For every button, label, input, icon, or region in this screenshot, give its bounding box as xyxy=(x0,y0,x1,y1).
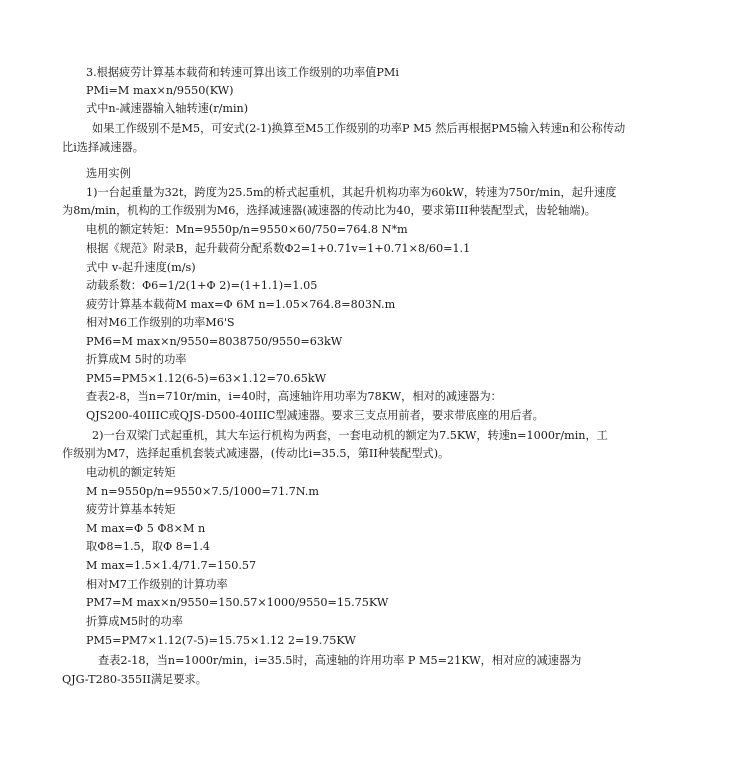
text-line: 选用实例 xyxy=(86,167,131,180)
text-line: PM5=PM7×1.12(7-5)=15.75×1.12 2=19.75KW xyxy=(86,634,356,647)
text-line: 为8m/min，机构的工作级别为M6，选择减速器(减速器的传动比为40，要求第III种装配型式，齿轮轴端)。 xyxy=(62,204,596,217)
text-line: 作级别为M7，选择起重机套装式减速器，(传动比i=35.5，第II种装配型式)。 xyxy=(62,447,450,460)
text-line: PM6=M max×n/9550=8038750/9550=63kW xyxy=(86,335,343,348)
text-line: M n=9550p/n=9550×7.5/1000=71.7N.m xyxy=(86,485,319,498)
text-line: 疲劳计算基本载荷M max=Φ 6M n=1.05×764.8=803N.m xyxy=(86,298,396,311)
text-line: 相对M7工作级别的计算功率 xyxy=(86,578,228,591)
text-line: 查表2-18，当n=1000r/min，i=35.5时，高速轴的许用功率 P M5=21KW，相对应的减速器为 xyxy=(98,654,582,667)
text-line: PMi=M max×n/9550(KW) xyxy=(86,84,234,97)
text-line: 式中n-减速器输入轴转速(r/min) xyxy=(86,102,249,115)
text-line: 电动机的额定转矩 xyxy=(86,466,176,479)
text-line: 式中 v-起升速度(m/s) xyxy=(86,261,196,274)
text-line: 折算成M 5时的功率 xyxy=(86,353,187,366)
text-line: QJG-T280-355II满足要求。 xyxy=(62,673,207,686)
text-line: 如果工作级别不是M5，可安式(2-1)换算至M5工作级别的功率P M5 然后再根据PM5输入转速n和公称传动 xyxy=(92,122,626,135)
text-line: 相对M6工作级别的功率M6'S xyxy=(86,316,235,329)
text-line: M max=1.5×1.4/71.7=150.57 xyxy=(86,559,257,572)
text-line: 取Φ8=1.5，取Φ 8=1.4 xyxy=(86,540,211,553)
text-line: 1)一台起重量为32t，跨度为25.5m的桥式起重机，其起升机构功率为60kW，转速为750r/min，起升速度 xyxy=(86,186,617,199)
text-line: 动载系数：Φ6=1/2(1+Φ 2)=(1+1.1)=1.05 xyxy=(86,279,318,292)
text-line: 根据《规范》附录B，起升载荷分配系数Φ2=1+0.71v=1+0.71×8/60=1.1 xyxy=(86,242,471,255)
text-line: PM5=PM5×1.12(6-5)=63×1.12=70.65kW xyxy=(86,372,327,385)
text-line: 折算成M5时的功率 xyxy=(86,615,183,628)
text-line: 2)一台双梁门式起重机，其大车运行机构为两套，一套电动机的额定为7.5KW，转速n=1000r/min，工 xyxy=(92,429,608,442)
text-line: M max=Φ 5 Φ8×M n xyxy=(86,522,206,535)
text-line: 疲劳计算基本转矩 xyxy=(86,503,176,516)
text-line: 电机的额定转矩：Mn=9550p/n=9550×60/750=764.8 N*m xyxy=(86,223,408,236)
text-line: 查表2-8，当n=710r/min，i=40时，高速轴许用功率为78KW，相对的减速器为： xyxy=(86,390,502,403)
text-line: 3.根据疲劳计算基本载荷和转速可算出该工作级别的功率值PMi xyxy=(86,66,399,79)
text-line: QJS200-40IIIC或QJS-D500-40IIIC型减速器。要求三支点用前者，要求带底座的用后者。 xyxy=(86,409,544,422)
text-line: 比i选择减速器。 xyxy=(62,141,144,154)
text-line: PM7=M max×n/9550=150.57×1000/9550=15.75KW xyxy=(86,596,389,609)
